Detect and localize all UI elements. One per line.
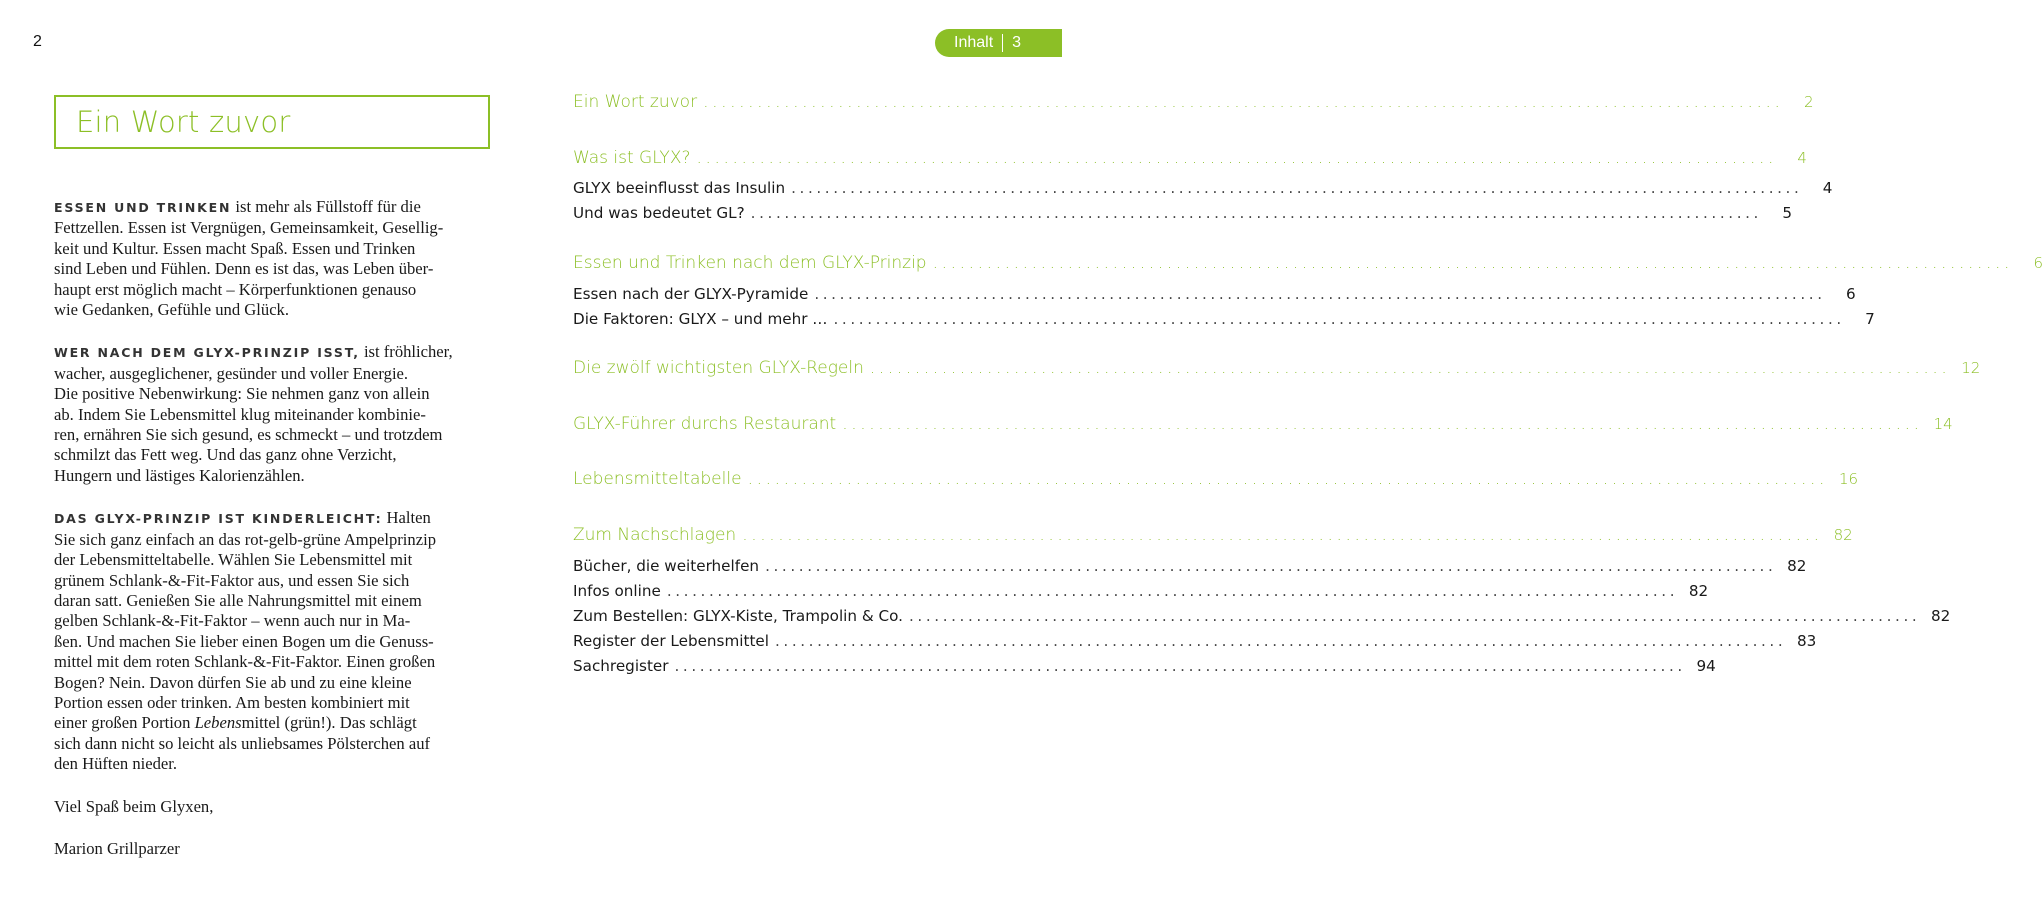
toc-chapter-entry[interactable] <box>573 92 1814 112</box>
text-line: haupt erst möglich macht – Körperfunktionen genauso <box>54 279 417 299</box>
chapter-title-box <box>54 95 490 149</box>
text-line: Fettzellen. Essen ist Vergnügen, Gemeinsamkeit, Gesellig- <box>54 218 444 238</box>
toc-page-number: 12 <box>1961 359 1981 377</box>
text-line: sich dann nicht so leicht als unliebsames Pölsterchen auf <box>54 733 431 753</box>
section-tab-label: Inhalt <box>954 34 994 51</box>
text-line: Halten <box>382 508 431 528</box>
toc-leader-dots: ........................................................................................................................ <box>774 632 1787 650</box>
toc-subentry[interactable] <box>573 582 1709 600</box>
toc-page-number: 5 <box>1782 204 1792 222</box>
toc-entry-title: Ein Wort zuvor <box>573 92 698 112</box>
toc-leader-dots: ........................................................................................................................ <box>791 179 1803 197</box>
toc-page-number: 6 <box>2033 254 2043 272</box>
toc-page-number: 83 <box>1796 632 1817 650</box>
section-tab <box>935 29 1062 57</box>
text-line: einer großen Portion <box>54 713 195 733</box>
toc-leader-dots: ........................................................................................................................ <box>696 148 1777 168</box>
text-line: sind Leben und Fühlen. Denn es ist das, was Leben über- <box>54 259 434 279</box>
toc-entry-title: Sachregister <box>573 657 669 675</box>
toc-leader-dots: ........................................................................................................................ <box>674 657 1686 675</box>
toc-entry-title: Register der Lebensmittel <box>573 632 769 650</box>
toc-entry-title: Zum Nachschlagen <box>573 525 737 545</box>
toc-leader-dots: ........................................................................................................................ <box>833 310 1845 328</box>
text-line: den Hüften nieder. <box>54 754 178 774</box>
toc-page-number: 82 <box>1833 526 1853 544</box>
paragraph-2 <box>54 342 494 486</box>
toc-subentry[interactable] <box>573 179 1833 197</box>
toc-leader-dots: ........................................................................................................................ <box>750 204 1762 222</box>
toc-page-number: 16 <box>1838 470 1859 488</box>
text-line: mittel (grün!). Das schlägt <box>241 713 417 733</box>
text-line: gelben Schlank-&-Fit-Faktor – wenn auch nur in Ma- <box>54 611 411 631</box>
toc-page-number: 6 <box>1845 285 1856 303</box>
toc-leader-dots: ........................................................................................................................ <box>814 285 1826 303</box>
paragraph-lead: DAS GLYX-PRINZIP IST KINDERLEICHT: <box>54 511 383 527</box>
toc-leader-dots: ........................................................................................................................ <box>908 607 1921 625</box>
toc-entry-title: Bücher, die weiterhelfen <box>573 557 760 575</box>
toc-page-number: 94 <box>1696 657 1716 675</box>
toc-page-number: 7 <box>1865 310 1875 328</box>
text-line: Die positive Nebenwirkung: Sie nehmen ganz von allein <box>54 384 430 404</box>
toc-leader-dots: ........................................................................................................................ <box>869 358 1951 378</box>
paragraph-lead: WER NACH DEM GLYX-PRINZIP ISST, <box>54 345 360 361</box>
toc-page-number: 4 <box>1797 149 1807 167</box>
toc-entry-title: Essen nach der GLYX-Pyramide <box>573 285 809 303</box>
toc-entry-title: Zum Bestellen: GLYX-Kiste, Trampolin & Co. <box>573 607 903 625</box>
toc-chapter-entry[interactable] <box>573 253 2043 273</box>
text-line: ren, ernähren Sie sich gesund, es schmeckt – und trotzdem <box>54 425 443 445</box>
toc-chapter-entry[interactable] <box>573 525 1853 545</box>
toc-subentry[interactable] <box>573 607 1951 625</box>
text-line: ist fröhlicher, <box>359 342 453 362</box>
text-line: Sie sich ganz einfach an das rot-gelb-grüne Ampelprinzip <box>54 529 436 549</box>
toc-entry-title: Was ist GLYX? <box>573 148 691 168</box>
toc-entry-title: Und was bedeutet GL? <box>573 204 745 222</box>
text-line: daran satt. Genießen Sie alle Nahrungsmittel mit einem <box>54 590 422 610</box>
toc-page-number: 4 <box>1822 179 1833 197</box>
toc-chapter-entry[interactable] <box>573 148 1807 168</box>
closing-line: Viel Spaß beim Glyxen, <box>54 796 214 816</box>
toc-entry-title: Die zwölf wichtigsten GLYX-Regeln <box>573 358 864 378</box>
toc-chapter-entry[interactable] <box>573 414 1953 434</box>
toc-subentry[interactable] <box>573 657 1716 675</box>
text-line: Portion essen oder trinken. Am besten kombiniert mit <box>54 692 410 712</box>
toc-leader-dots: ........................................................................................................................ <box>742 525 1823 545</box>
text-line: mittel mit dem roten Schlank-&-Fit-Faktor. Einen großen <box>54 652 436 672</box>
toc-page-number: 2 <box>1804 93 1814 111</box>
paragraph-lead: ESSEN UND TRINKEN <box>54 200 232 215</box>
toc-entry-title: GLYX-Führer durchs Restaurant <box>573 414 837 434</box>
text-line: Hungern und lästiges Kalorienzählen. <box>54 465 305 485</box>
toc-page-number: 14 <box>1933 415 1953 433</box>
toc-entry-title: Essen und Trinken nach dem GLYX-Prinzip <box>573 253 927 273</box>
right-page-number: 3 <box>1012 34 1022 51</box>
text-line: grünem Schlank-&-Fit-Faktor aus, und essen Sie sich <box>54 570 410 590</box>
text-line: wie Gedanken, Gefühle und Glück. <box>54 300 290 320</box>
toc-entry-title: GLYX beeinflusst das Insulin <box>573 179 786 197</box>
toc-subentry[interactable] <box>573 632 1817 650</box>
text-line: wacher, ausgeglichener, gesünder und voller Energie. <box>54 363 409 383</box>
toc-page-number: 82 <box>1688 582 1709 600</box>
toc-subentry[interactable] <box>573 310 1875 328</box>
toc-leader-dots: ........................................................................................................................ <box>765 557 1777 575</box>
toc-page-number: 82 <box>1930 607 1951 625</box>
toc-leader-dots: ........................................................................................................................ <box>932 253 2014 273</box>
text-line: ßen. Und machen Sie lieber einen Bogen um die Genuss- <box>54 631 434 651</box>
toc-entry-title: Infos online <box>573 582 661 600</box>
text-line: der Lebensmitteltabelle. Wählen Sie Lebensmittel mit <box>54 550 413 570</box>
text-line: ist mehr als Füllstoff für die <box>231 197 421 216</box>
toc-subentry[interactable] <box>573 204 1792 222</box>
text-line: keit und Kultur. Essen macht Spaß. Essen und Trinken <box>54 238 416 258</box>
toc-leader-dots: ........................................................................................................................ <box>703 92 1784 112</box>
text-line: Bogen? Nein. Davon dürfen Sie ab und zu eine kleine <box>54 672 412 692</box>
text-line: ab. Indem Sie Lebensmittel klug miteinander kombinie- <box>54 404 426 424</box>
paragraph-3 <box>54 508 494 774</box>
chapter-title: Ein Wort zuvor <box>76 105 291 139</box>
author-signature: Marion Grillparzer <box>54 838 180 858</box>
paragraph-1 <box>54 197 494 320</box>
left-page-number: 2 <box>33 33 42 50</box>
italic-emphasis: Lebens <box>194 713 242 733</box>
toc-chapter-entry[interactable] <box>573 358 1981 378</box>
toc-subentry[interactable] <box>573 557 1807 575</box>
toc-subentry[interactable] <box>573 285 1856 303</box>
toc-entry-title: Die Faktoren: GLYX – und mehr … <box>573 310 828 328</box>
toc-leader-dots: ........................................................................................................................ <box>666 582 1679 600</box>
text-line: schmilzt das Fett weg. Und das ganz ohne Verzicht, <box>54 445 397 465</box>
toc-leader-dots: ........................................................................................................................ <box>747 469 1829 489</box>
toc-leader-dots: ........................................................................................................................ <box>842 414 1923 434</box>
toc-entry-title: Lebensmitteltabelle <box>573 469 742 489</box>
toc-page-number: 82 <box>1787 557 1807 575</box>
intro-text <box>54 197 494 881</box>
toc-chapter-entry[interactable] <box>573 469 1859 489</box>
tab-divider <box>1002 34 1003 52</box>
